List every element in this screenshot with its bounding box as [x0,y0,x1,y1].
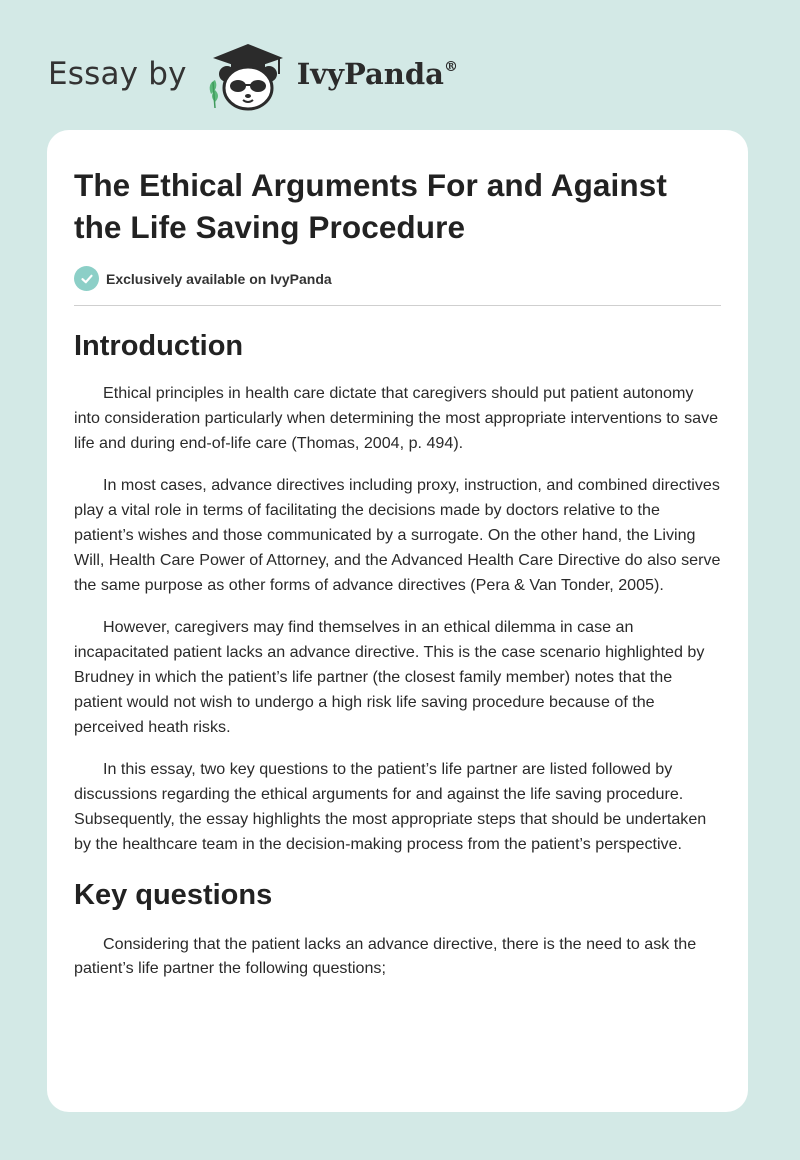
title-divider [74,305,721,306]
badge-label: Exclusively available on IvyPanda [106,270,332,287]
site-header [48,36,458,112]
panda-logo-icon[interactable] [203,36,293,112]
section-heading-introduction: Introduction [74,330,244,362]
paragraph: In most cases, advance directives including proxy, instruction, and combined directives play a vital role in terms of facilitating the decisions made by doctors relative to the patient’s wishes and those communicated by a surrogate. On the other hand, the Living Will, Health Care Power of Attorney, and the Advanced Health Care Directive do also serve the same purpose as other forms of advance directives (Pera & Van Tonder, 2005). [74,476,721,594]
brand-name[interactable] [297,57,458,91]
registered-mark: ® [443,59,458,75]
brand-label: IvyPanda [296,57,444,91]
paragraph: In this essay, two key questions to the patient’s life partner are listed followed by discussions regarding the ethical arguments for and against the life saving procedure. Subsequently, the essay highlights the most appropriate steps that should be undertaken by the healthcare team in the decision-making process from the patient’s perspective. [74,760,707,853]
exclusive-badge [74,266,721,291]
essay-by-label: Essay by [48,56,187,92]
section-heading-key-questions: Key questions [74,878,273,911]
essay-title: The Ethical Arguments For and Against the Life Saving Procedure [74,167,667,245]
paragraph: However, caregivers may find themselves in an ethical dilemma in case an incapacitated patient lacks an advance directive. This is the case scenario highlighted by Brudney in which the patient’s life partner (the closest family member) notes that the patient would not wish to undergo a high risk life saving procedure because of the perceived heath risks. [74,618,705,736]
paragraph: Ethical principles in health care dictate that caregivers should put patient autonomy into consideration particularly when determining the most appropriate interventions to save life and during end-of-life care (Thomas, 2004, p. 494). [74,384,719,452]
essay-card [47,130,748,1112]
check-icon [74,266,99,291]
paragraph: Considering that the patient lacks an advance directive, there is the need to ask the patient’s life partner the following questions; [74,934,697,978]
